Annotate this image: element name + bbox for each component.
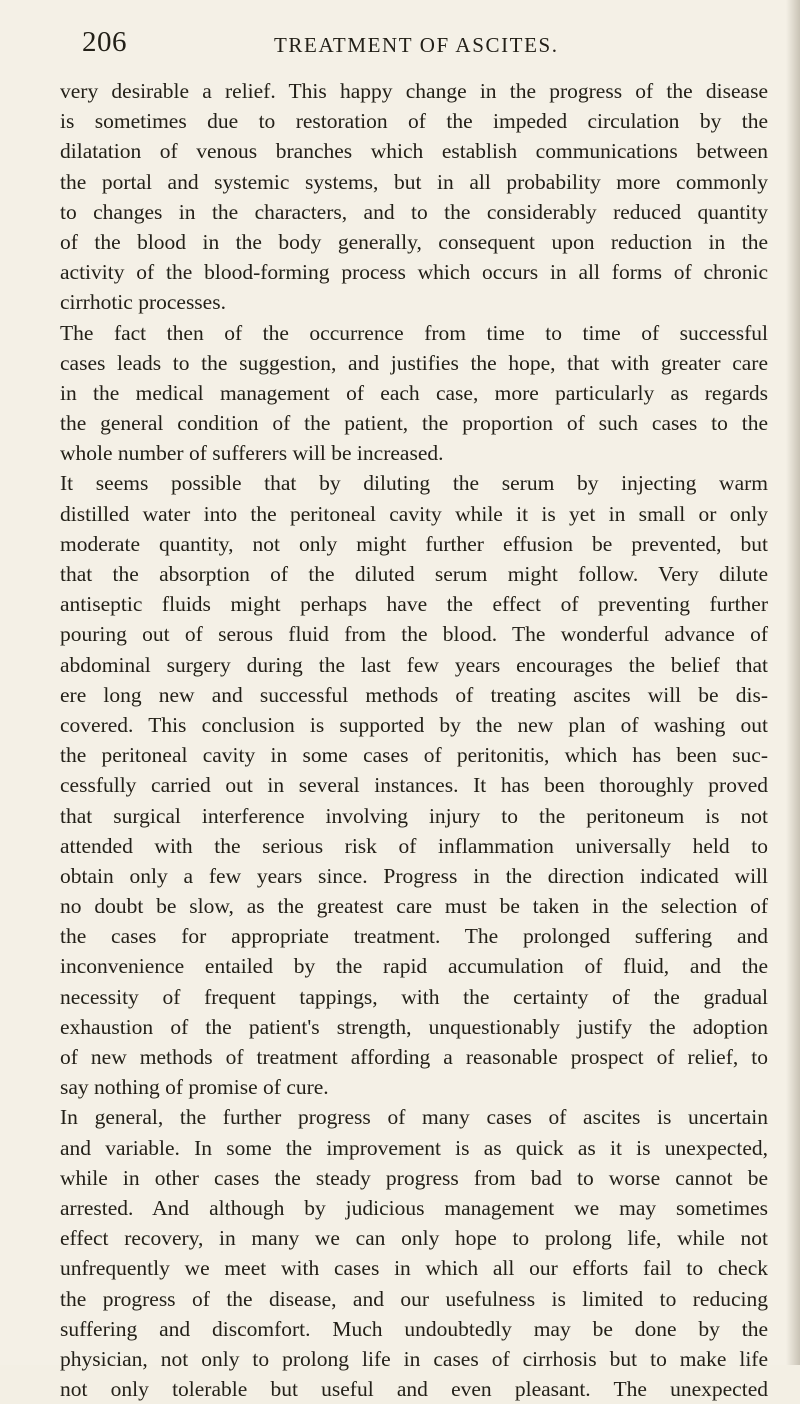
text-line: ere long new and successful methods of treating ascites will be dis- bbox=[60, 682, 768, 707]
text-line: covered. This conclusion is supported by the new plan of washing out bbox=[60, 712, 768, 737]
paragraph-first-line: The fact then of the occurrence from time to time of successful bbox=[60, 320, 768, 345]
text-line: distilled water into the peritoneal cavity while it is yet in small or only bbox=[60, 501, 768, 526]
running-head: TREATMENT OF ASCITES. bbox=[274, 33, 559, 57]
text-line: cases leads to the suggestion, and justifies the hope, that with greater care bbox=[60, 350, 768, 375]
text-line: necessity of frequent tappings, with the certainty of the gradual bbox=[60, 984, 768, 1009]
text-line: cirrhotic processes. bbox=[60, 290, 226, 315]
text-line: say nothing of promise of cure. bbox=[60, 1075, 329, 1100]
paragraph-first-line: It seems possible that by diluting the serum by injecting warm bbox=[60, 471, 768, 496]
text-line: not only tolerable but useful and even pleasant. The unexpected bbox=[60, 1377, 768, 1402]
text-line: very desirable a relief. This happy change in the progress of the disease bbox=[60, 79, 768, 103]
text-line: dilatation of venous branches which establish communications between bbox=[60, 139, 768, 164]
page-header bbox=[82, 22, 768, 62]
text-line: moderate quantity, not only might further effusion be prevented, but bbox=[60, 531, 768, 556]
text-line: abdominal surgery during the last few years encourages the belief that bbox=[60, 652, 768, 677]
text-line: the general condition of the patient, the proportion of such cases to the bbox=[60, 411, 768, 436]
text-line: is sometimes due to restoration of the impeded circulation by the bbox=[60, 109, 768, 134]
text-line: physician, not only to prolong life in cases of cirrhosis but to make life bbox=[60, 1346, 768, 1371]
text-line: pouring out of serous fluid from the blood. The wonderful advance of bbox=[60, 622, 768, 647]
text-line: to changes in the characters, and to the considerably reduced quantity bbox=[60, 199, 768, 224]
text-line: of new methods of treatment affording a reasonable prospect of relief, to bbox=[60, 1045, 768, 1069]
text-line: activity of the blood-forming process which occurs in all forms of chronic bbox=[60, 260, 768, 285]
text-line: that surgical interference involving injury to the peritoneum is not bbox=[60, 803, 768, 828]
text-line: the portal and systemic systems, but in all probability more commonly bbox=[60, 169, 768, 194]
paragraph-first-line: In general, the further progress of many cases of ascites is uncertain bbox=[60, 1105, 768, 1130]
page-number: 206 bbox=[82, 26, 127, 58]
text-line: exhaustion of the patient's strength, unquestionably justify the adoption bbox=[60, 1014, 768, 1039]
text-line: of the blood in the body generally, consequent upon reduction in the bbox=[60, 229, 768, 254]
text-line: while in other cases the steady progress from bad to worse cannot be bbox=[60, 1165, 768, 1190]
text-line: and variable. In some the improvement is as quick as it is unexpected, bbox=[60, 1135, 768, 1160]
text-line: arrested. And although by judicious management we may sometimes bbox=[60, 1195, 768, 1220]
page-edge-shadow bbox=[786, 0, 800, 1365]
text-line: unfrequently we meet with cases in which all our efforts fail to check bbox=[60, 1256, 768, 1281]
body-text bbox=[60, 76, 768, 1404]
text-line: attended with the serious risk of inflammation universally held to bbox=[60, 833, 768, 858]
text-line: antiseptic fluids might perhaps have the effect of preventing further bbox=[60, 592, 768, 617]
text-line: the peritoneal cavity in some cases of peritonitis, which has been suc- bbox=[60, 743, 768, 768]
text-line: that the absorption of the diluted serum might follow. Very dilute bbox=[60, 562, 768, 586]
text-line: the cases for appropriate treatment. The prolonged suffering and bbox=[60, 924, 768, 949]
text-line: the progress of the disease, and our usefulness is limited to reducing bbox=[60, 1286, 768, 1311]
text-line: in the medical management of each case, more particularly as regards bbox=[60, 380, 768, 405]
text-line: effect recovery, in many we can only hope to prolong life, while not bbox=[60, 1226, 768, 1251]
text-line: suffering and discomfort. Much undoubtedly may be done by the bbox=[60, 1316, 768, 1341]
text-line: obtain only a few years since. Progress in the direction indicated will bbox=[60, 863, 768, 888]
text-line: no doubt be slow, as the greatest care must be taken in the selection of bbox=[60, 894, 768, 919]
text-line: whole number of sufferers will be increased. bbox=[60, 441, 444, 466]
text-line: inconvenience entailed by the rapid accumulation of fluid, and the bbox=[60, 954, 768, 979]
text-line: cessfully carried out in several instances. It has been thoroughly proved bbox=[60, 773, 768, 798]
